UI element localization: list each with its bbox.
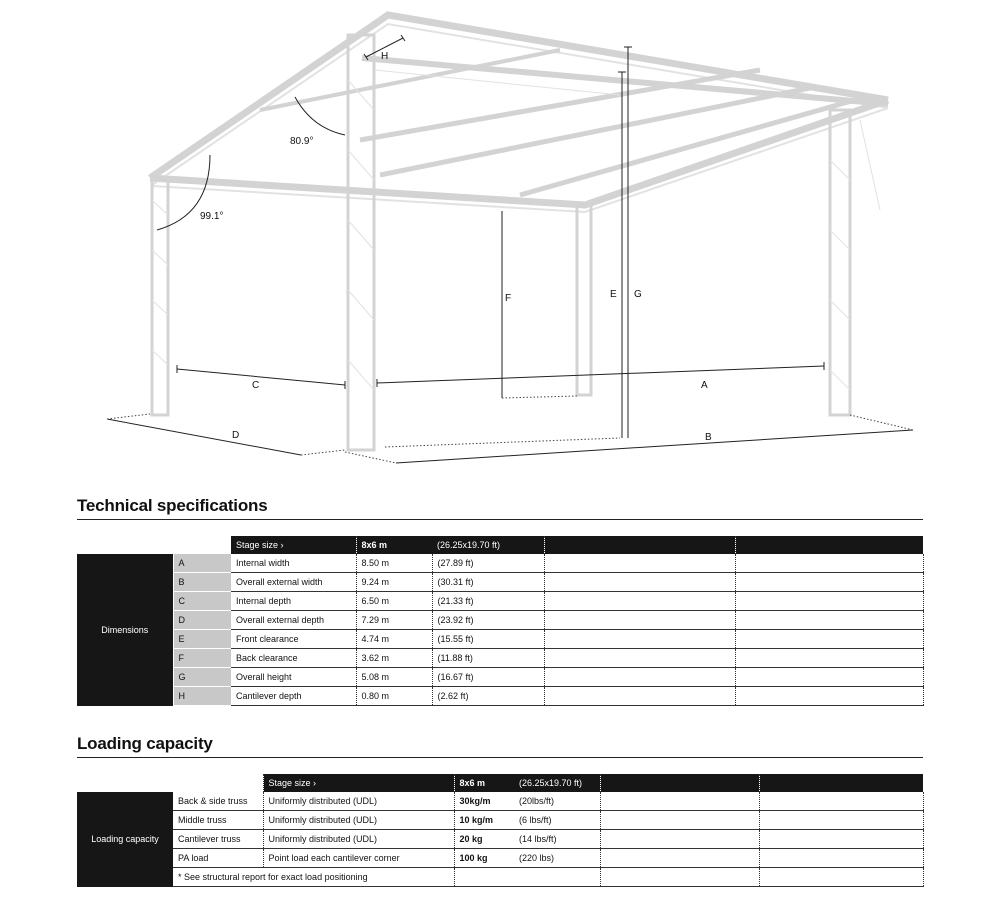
load-imperial: (6 lbs/ft) [514,811,600,830]
table-row [77,630,923,649]
load-metric: 10 kg/m [454,811,514,830]
row-metric: 4.74 m [356,630,432,649]
load-imperial: (220 lbs) [514,849,600,868]
row-imperial: (15.55 ft) [432,630,544,649]
loading-stage-size-imperial: (26.25x19.70 ft) [514,774,600,792]
truss-structure [150,15,888,450]
dimension-lines [107,35,913,463]
load-metric: 20 kg [454,830,514,849]
row-name: Back clearance [231,649,356,668]
row-metric: 7.29 m [356,611,432,630]
row-imperial: (21.33 ft) [432,592,544,611]
row-name: Internal width [231,554,356,573]
table-row [77,668,923,687]
load-item: Cantilever truss [173,830,263,849]
load-type: Uniformly distributed (UDL) [263,792,454,811]
row-letter: E [173,630,231,649]
table-row [77,687,923,706]
row-metric: 9.24 m [356,573,432,592]
load-type: Uniformly distributed (UDL) [263,830,454,849]
row-imperial: (23.92 ft) [432,611,544,630]
row-letter: C [173,592,231,611]
load-item: PA load [173,849,263,868]
row-metric: 0.80 m [356,687,432,706]
row-letter: H [173,687,231,706]
row-metric: 6.50 m [356,592,432,611]
loading-stage-size-label: Stage size › [263,774,454,792]
table-row [77,792,923,811]
row-letter: G [173,668,231,687]
row-metric: 3.62 m [356,649,432,668]
label-d: D [232,430,240,441]
dimensions-group-label: Dimensions [77,554,173,706]
stage-size-metric: 8x6 m [356,536,432,554]
tech-specs-table [77,536,924,706]
row-letter: A [173,554,231,573]
table-row [77,592,923,611]
angle-roof: 80.9° [290,136,314,147]
load-imperial: (20lbs/ft) [514,792,600,811]
table-row [77,830,923,849]
load-type: Point load each cantilever corner [263,849,454,868]
table-row [77,811,923,830]
row-name: Front clearance [231,630,356,649]
stage-size-label: Stage size › [231,536,356,554]
load-imperial: (14 lbs/ft) [514,830,600,849]
loading-title: Loading capacity [77,734,213,753]
row-imperial: (2.62 ft) [432,687,544,706]
row-imperial: (30.31 ft) [432,573,544,592]
table-row [77,611,923,630]
row-name: Cantilever depth [231,687,356,706]
label-e: E [610,289,617,300]
row-name: Internal depth [231,592,356,611]
row-imperial: (16.67 ft) [432,668,544,687]
load-metric: 100 kg [454,849,514,868]
row-name: Overall external depth [231,611,356,630]
loading-group-label: Loading capacity [77,792,173,887]
table-row [77,868,923,887]
table-row [77,849,923,868]
label-a: A [701,380,708,391]
row-imperial: (11.88 ft) [432,649,544,668]
tech-specs-rule [77,519,923,520]
loading-header-row [77,774,923,792]
loading-footnote: * See structural report for exact load positioning [173,868,454,887]
label-h: H [381,51,389,62]
load-type: Uniformly distributed (UDL) [263,811,454,830]
table-row [77,554,923,573]
dimension-labels [200,51,712,443]
table-row [77,649,923,668]
tech-specs-header-row [77,536,923,554]
row-imperial: (27.89 ft) [432,554,544,573]
angle-wing: 99.1° [200,211,224,222]
loading-stage-size-metric: 8x6 m [454,774,514,792]
row-letter: D [173,611,231,630]
load-item: Middle truss [173,811,263,830]
label-b: B [705,432,712,443]
row-letter: B [173,573,231,592]
row-metric: 8.50 m [356,554,432,573]
table-row [77,573,923,592]
row-name: Overall height [231,668,356,687]
row-metric: 5.08 m [356,668,432,687]
label-c: C [252,380,260,391]
stage-size-imperial: (26.25x19.70 ft) [432,536,544,554]
label-f: F [505,293,512,304]
loading-table [77,774,924,887]
row-letter: F [173,649,231,668]
label-g: G [634,289,642,300]
loading-rule [77,757,923,758]
tech-specs-title: Technical specifications [77,496,268,515]
row-name: Overall external width [231,573,356,592]
load-item: Back & side truss [173,792,263,811]
load-metric: 30kg/m [454,792,514,811]
